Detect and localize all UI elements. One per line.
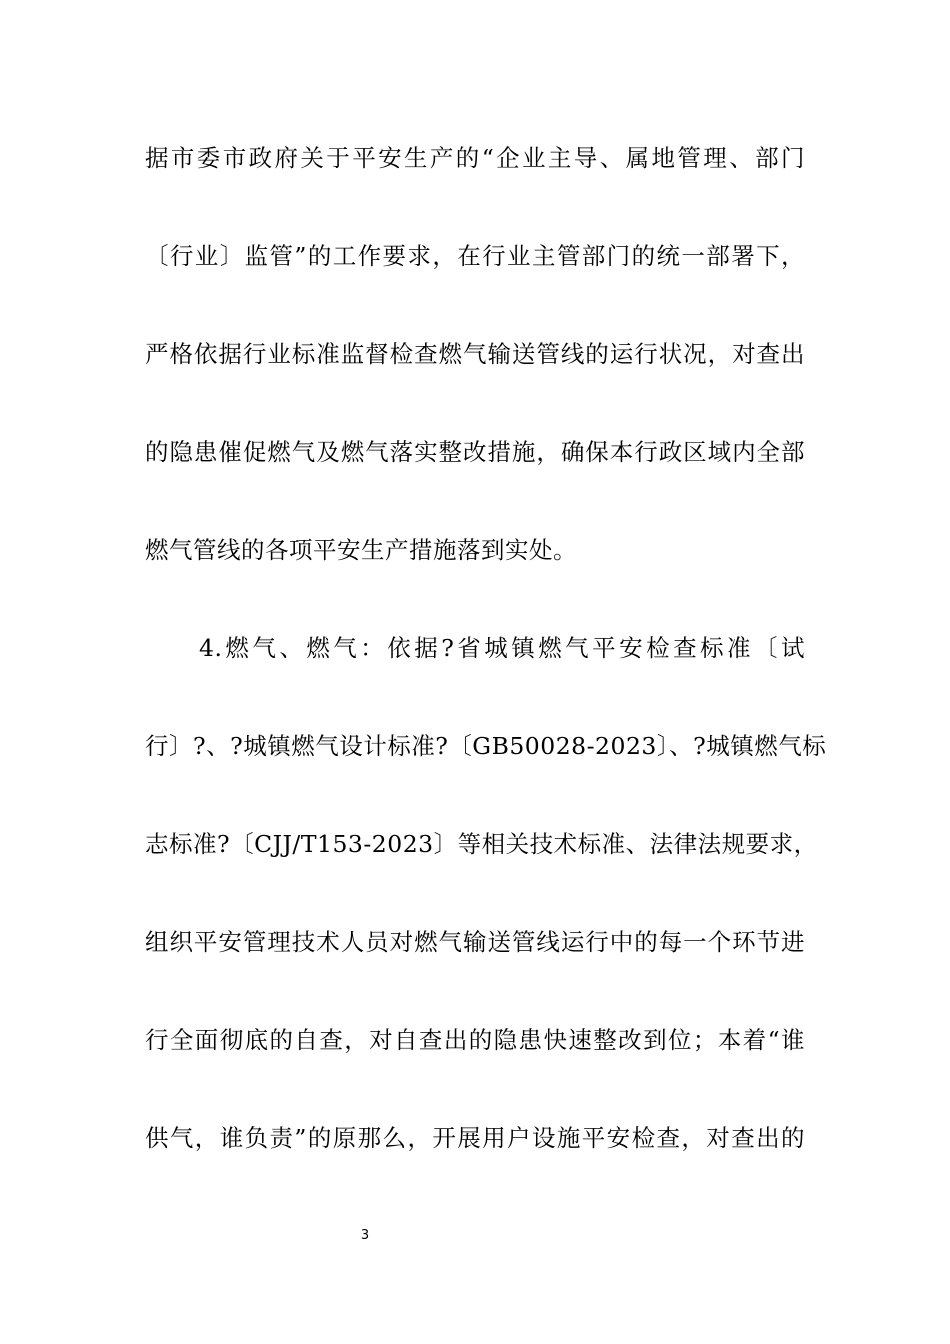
page-number: 3: [360, 1228, 370, 1243]
text-line-2: 〔行业〕监管”的工作要求，在行业主管部门的统一部署下，: [145, 242, 805, 270]
text-line-10: 行全面彻底的自查，对自查出的隐患快速整改到位；本着“谁: [145, 1026, 805, 1054]
text-line-7: 行〕?、?城镇燃气设计标准?〔GB50028-2023〕、?城镇燃气标: [145, 732, 827, 760]
text-line-8: 志标准?〔CJJ/T153-2023〕等相关技术标准、法律法规要求，: [145, 830, 818, 858]
text-line-3: 严格依据行业标准监督检查燃气输送管线的运行状况，对查出: [145, 340, 805, 368]
text-line-9: 组织平安管理技术人员对燃气输送管线运行中的每一个环节进: [145, 928, 805, 956]
text-line-11: 供气，谁负责”的原那么，开展用户设施平安检查，对查出的: [145, 1124, 805, 1152]
text-line-1: 据市委市政府关于平安生产的“企业主导、属地管理、部门: [145, 144, 805, 172]
text-line-5: 燃气管线的各项平安生产措施落到实处。: [145, 536, 577, 564]
text-line-4: 的隐患催促燃气及燃气落实整改措施，确保本行政区域内全部: [145, 438, 805, 466]
text-line-6: 4.燃气、燃气：依据?省城镇燃气平安检查标准〔试: [199, 634, 805, 662]
